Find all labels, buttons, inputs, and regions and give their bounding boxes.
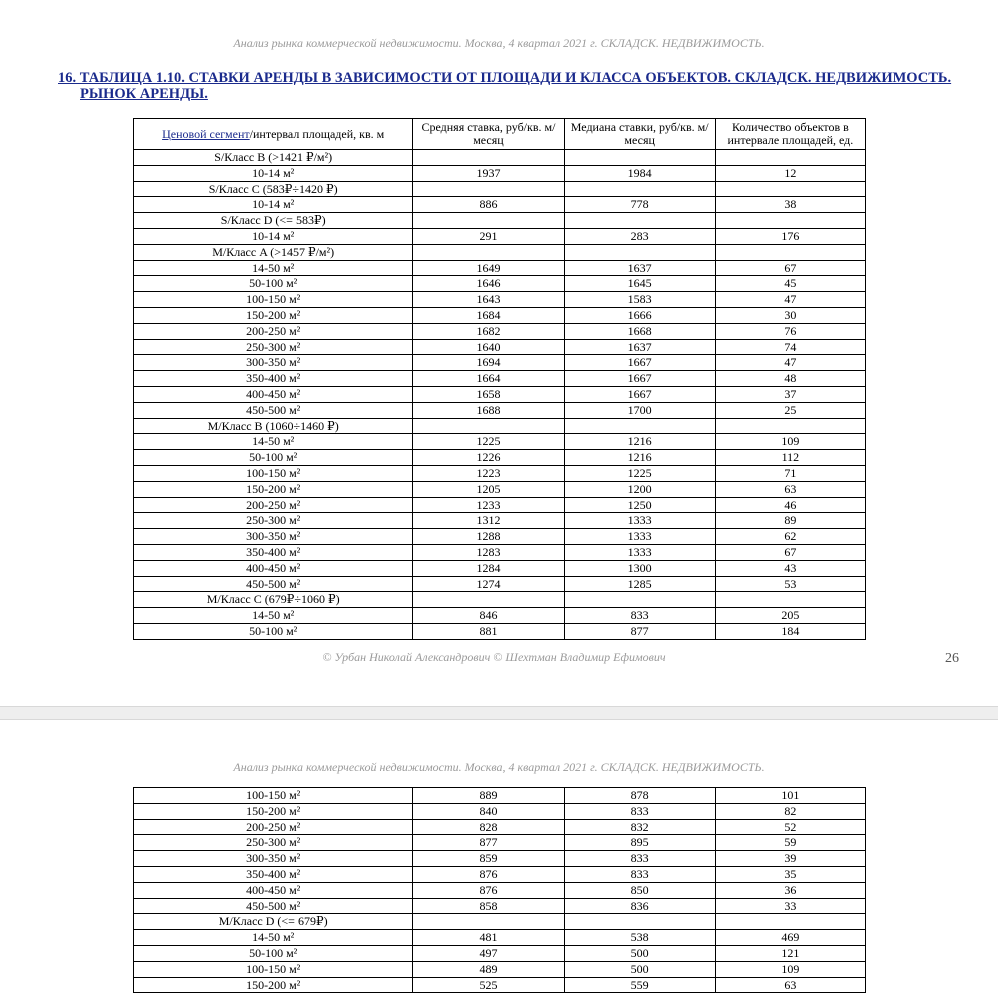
median-rate-cell: 850 [564, 882, 715, 898]
count-cell: 71 [715, 465, 865, 481]
count-cell: 30 [715, 307, 865, 323]
table-header-row [134, 119, 866, 150]
page-number: 26 [945, 651, 959, 666]
avg-rate-cell: 1688 [413, 402, 564, 418]
table-row [134, 292, 866, 308]
area-cell: 450-500 м² [134, 576, 413, 592]
area-cell: 150-200 м² [134, 977, 413, 993]
avg-rate-cell: 889 [413, 788, 564, 804]
area-cell: 400-450 м² [134, 560, 413, 576]
avg-rate-cell: 1225 [413, 434, 564, 450]
median-rate-cell: 833 [564, 866, 715, 882]
table-row [134, 465, 866, 481]
empty-cell [564, 592, 715, 608]
table-row [134, 386, 866, 402]
table-row [134, 851, 866, 867]
table-row [134, 323, 866, 339]
median-rate-cell: 833 [564, 608, 715, 624]
median-rate-cell: 833 [564, 851, 715, 867]
area-cell: 350-400 м² [134, 866, 413, 882]
area-cell: 100-150 м² [134, 292, 413, 308]
table-row [134, 961, 866, 977]
page-separator [0, 706, 998, 720]
table-row [134, 819, 866, 835]
count-cell: 74 [715, 339, 865, 355]
running-header: Анализ рынка коммерческой недвижимости. Москва, 4 квартал 2021 г. СКЛАДСК. НЕДВИЖИМОСТЬ. [233, 36, 765, 50]
avg-rate-cell: 1646 [413, 276, 564, 292]
median-rate-cell: 1667 [564, 371, 715, 387]
count-cell: 67 [715, 260, 865, 276]
empty-cell [564, 213, 715, 229]
table-row [134, 623, 866, 639]
empty-cell [413, 213, 564, 229]
table-row [134, 228, 866, 244]
median-rate-cell: 283 [564, 228, 715, 244]
table-row [134, 307, 866, 323]
table-body [134, 788, 866, 993]
area-cell: 100-150 м² [134, 961, 413, 977]
median-rate-cell: 1285 [564, 576, 715, 592]
count-cell: 63 [715, 977, 865, 993]
empty-cell [413, 244, 564, 260]
segment-row [134, 150, 866, 166]
avg-rate-cell: 886 [413, 197, 564, 213]
rent-rates-table [133, 118, 866, 640]
count-cell: 47 [715, 355, 865, 371]
table-row [134, 450, 866, 466]
table-row [134, 481, 866, 497]
empty-cell [715, 213, 865, 229]
table-row [134, 355, 866, 371]
table-row [134, 529, 866, 545]
count-cell: 76 [715, 323, 865, 339]
median-rate-cell: 1668 [564, 323, 715, 339]
empty-cell [413, 914, 564, 930]
table-title [58, 70, 958, 102]
avg-rate-cell: 876 [413, 866, 564, 882]
avg-rate-cell: 1694 [413, 355, 564, 371]
table-title-line1: 16. ТАБЛИЦА 1.10. СТАВКИ АРЕНДЫ В ЗАВИСИМОСТИ ОТ ПЛОЩАДИ И КЛАССА ОБЪЕКТОВ. СКЛАДСК. НЕДВИЖИМОСТЬ. [58, 70, 952, 86]
median-rate-cell: 1216 [564, 434, 715, 450]
avg-rate-cell: 489 [413, 961, 564, 977]
empty-cell [564, 181, 715, 197]
area-cell: 350-400 м² [134, 371, 413, 387]
empty-cell [564, 150, 715, 166]
median-rate-cell: 1984 [564, 165, 715, 181]
table-title-line2: РЫНОК АРЕНДЫ. [80, 86, 208, 102]
count-cell: 47 [715, 292, 865, 308]
avg-rate-cell: 877 [413, 835, 564, 851]
area-cell: 14-50 м² [134, 930, 413, 946]
avg-rate-cell: 1205 [413, 481, 564, 497]
median-rate-cell: 500 [564, 945, 715, 961]
header-object-count: Количество объектов в интервале площадей, ед. [715, 119, 865, 150]
median-rate-cell: 833 [564, 803, 715, 819]
avg-rate-cell: 1288 [413, 529, 564, 545]
median-rate-cell: 1300 [564, 560, 715, 576]
median-rate-cell: 1216 [564, 450, 715, 466]
avg-rate-cell: 1223 [413, 465, 564, 481]
count-cell: 176 [715, 228, 865, 244]
table-row [134, 560, 866, 576]
running-header: Анализ рынка коммерческой недвижимости. Москва, 4 квартал 2021 г. СКЛАДСК. НЕДВИЖИМОСТЬ. [233, 760, 765, 774]
area-cell: 400-450 м² [134, 386, 413, 402]
count-cell: 112 [715, 450, 865, 466]
area-cell: 300-350 м² [134, 529, 413, 545]
median-rate-cell: 878 [564, 788, 715, 804]
median-rate-cell: 1637 [564, 260, 715, 276]
segment-row [134, 914, 866, 930]
avg-rate-cell: 1274 [413, 576, 564, 592]
median-rate-cell: 832 [564, 819, 715, 835]
median-rate-cell: 1667 [564, 386, 715, 402]
count-cell: 469 [715, 930, 865, 946]
area-cell: 100-150 м² [134, 788, 413, 804]
table-row [134, 977, 866, 993]
avg-rate-cell: 828 [413, 819, 564, 835]
area-cell: 10-14 м² [134, 165, 413, 181]
table-row [134, 898, 866, 914]
median-rate-cell: 1645 [564, 276, 715, 292]
median-rate-cell: 895 [564, 835, 715, 851]
area-cell: 14-50 м² [134, 434, 413, 450]
area-cell: 350-400 м² [134, 544, 413, 560]
empty-cell [715, 181, 865, 197]
empty-cell [564, 914, 715, 930]
empty-cell [564, 244, 715, 260]
price-segment-link[interactable]: Ценовой сегмент [162, 126, 250, 141]
segment-label: S/Класс B (>1421 ₽/м²) [134, 150, 413, 166]
median-rate-cell: 1333 [564, 529, 715, 545]
segment-row [134, 213, 866, 229]
median-rate-cell: 1700 [564, 402, 715, 418]
avg-rate-cell: 859 [413, 851, 564, 867]
avg-rate-cell: 1640 [413, 339, 564, 355]
median-rate-cell: 1333 [564, 513, 715, 529]
empty-cell [715, 244, 865, 260]
area-cell: 150-200 м² [134, 481, 413, 497]
count-cell: 45 [715, 276, 865, 292]
avg-rate-cell: 1312 [413, 513, 564, 529]
avg-rate-cell: 1937 [413, 165, 564, 181]
median-rate-cell: 1667 [564, 355, 715, 371]
empty-cell [413, 150, 564, 166]
segment-label: S/Класс C (583₽÷1420 ₽) [134, 181, 413, 197]
median-rate-cell: 778 [564, 197, 715, 213]
count-cell: 25 [715, 402, 865, 418]
count-cell: 43 [715, 560, 865, 576]
rent-rates-table-continued [133, 787, 866, 993]
segment-label: M/Класс B (1060÷1460 ₽) [134, 418, 413, 434]
empty-cell [564, 418, 715, 434]
median-rate-cell: 1637 [564, 339, 715, 355]
table-row [134, 866, 866, 882]
median-rate-cell: 1583 [564, 292, 715, 308]
avg-rate-cell: 1283 [413, 544, 564, 560]
header-segment [134, 119, 413, 150]
area-cell: 50-100 м² [134, 623, 413, 639]
segment-label: M/Класс C (679₽÷1060 ₽) [134, 592, 413, 608]
avg-rate-cell: 881 [413, 623, 564, 639]
avg-rate-cell: 481 [413, 930, 564, 946]
area-cell: 100-150 м² [134, 465, 413, 481]
avg-rate-cell: 1649 [413, 260, 564, 276]
area-cell: 10-14 м² [134, 228, 413, 244]
area-cell: 450-500 м² [134, 402, 413, 418]
count-cell: 33 [715, 898, 865, 914]
avg-rate-cell: 1226 [413, 450, 564, 466]
median-rate-cell: 1333 [564, 544, 715, 560]
median-rate-cell: 836 [564, 898, 715, 914]
median-rate-cell: 559 [564, 977, 715, 993]
avg-rate-cell: 1284 [413, 560, 564, 576]
table-row [134, 434, 866, 450]
header-area-interval: /интервал площадей, кв. м [249, 126, 385, 141]
area-cell: 300-350 м² [134, 851, 413, 867]
count-cell: 184 [715, 623, 865, 639]
area-cell: 14-50 м² [134, 260, 413, 276]
table-row [134, 882, 866, 898]
header-median-rate: Медиана ставки, руб/кв. м/месяц [564, 119, 715, 150]
table-row [134, 608, 866, 624]
count-cell: 63 [715, 481, 865, 497]
median-rate-cell: 1200 [564, 481, 715, 497]
median-rate-cell: 1225 [564, 465, 715, 481]
count-cell: 101 [715, 788, 865, 804]
median-rate-cell: 877 [564, 623, 715, 639]
segment-label: S/Класс D (<= 583₽) [134, 213, 413, 229]
area-cell: 50-100 м² [134, 945, 413, 961]
empty-cell [715, 592, 865, 608]
count-cell: 109 [715, 434, 865, 450]
area-cell: 200-250 м² [134, 819, 413, 835]
area-cell: 50-100 м² [134, 450, 413, 466]
table-row [134, 930, 866, 946]
table-row [134, 945, 866, 961]
avg-rate-cell: 1658 [413, 386, 564, 402]
table-row [134, 497, 866, 513]
avg-rate-cell: 840 [413, 803, 564, 819]
table-body [134, 150, 866, 640]
area-cell: 50-100 м² [134, 276, 413, 292]
median-rate-cell: 1666 [564, 307, 715, 323]
empty-cell [413, 181, 564, 197]
table-row [134, 513, 866, 529]
count-cell: 89 [715, 513, 865, 529]
segment-label: M/Класс A (>1457 ₽/м²) [134, 244, 413, 260]
avg-rate-cell: 1684 [413, 307, 564, 323]
count-cell: 52 [715, 819, 865, 835]
area-cell: 10-14 м² [134, 197, 413, 213]
median-rate-cell: 538 [564, 930, 715, 946]
table-row [134, 835, 866, 851]
median-rate-cell: 500 [564, 961, 715, 977]
avg-rate-cell: 846 [413, 608, 564, 624]
count-cell: 37 [715, 386, 865, 402]
header-avg-rate: Средняя ставка, руб/кв. м/месяц [413, 119, 564, 150]
avg-rate-cell: 1664 [413, 371, 564, 387]
count-cell: 39 [715, 851, 865, 867]
document-page-2 [0, 720, 998, 997]
segment-row [134, 418, 866, 434]
avg-rate-cell: 1643 [413, 292, 564, 308]
count-cell: 36 [715, 882, 865, 898]
count-cell: 121 [715, 945, 865, 961]
empty-cell [715, 914, 865, 930]
area-cell: 150-200 м² [134, 307, 413, 323]
area-cell: 250-300 м² [134, 513, 413, 529]
count-cell: 59 [715, 835, 865, 851]
avg-rate-cell: 1682 [413, 323, 564, 339]
count-cell: 53 [715, 576, 865, 592]
table-row [134, 260, 866, 276]
area-cell: 200-250 м² [134, 323, 413, 339]
table-row [134, 371, 866, 387]
count-cell: 35 [715, 866, 865, 882]
segment-label: M/Класс D (<= 679₽) [134, 914, 413, 930]
area-cell: 150-200 м² [134, 803, 413, 819]
segment-row [134, 244, 866, 260]
area-cell: 200-250 м² [134, 497, 413, 513]
avg-rate-cell: 291 [413, 228, 564, 244]
table-row [134, 544, 866, 560]
area-cell: 14-50 м² [134, 608, 413, 624]
avg-rate-cell: 876 [413, 882, 564, 898]
count-cell: 82 [715, 803, 865, 819]
count-cell: 62 [715, 529, 865, 545]
area-cell: 300-350 м² [134, 355, 413, 371]
count-cell: 12 [715, 165, 865, 181]
table-row [134, 197, 866, 213]
avg-rate-cell: 1233 [413, 497, 564, 513]
segment-row [134, 592, 866, 608]
area-cell: 400-450 м² [134, 882, 413, 898]
empty-cell [715, 150, 865, 166]
empty-cell [715, 418, 865, 434]
median-rate-cell: 1250 [564, 497, 715, 513]
count-cell: 109 [715, 961, 865, 977]
count-cell: 38 [715, 197, 865, 213]
area-cell: 250-300 м² [134, 835, 413, 851]
area-cell: 250-300 м² [134, 339, 413, 355]
table-row [134, 788, 866, 804]
empty-cell [413, 418, 564, 434]
copyright-footer: © Урбан Николай Александрович © Шехтман Владимир Ефимович [322, 650, 666, 664]
avg-rate-cell: 525 [413, 977, 564, 993]
count-cell: 67 [715, 544, 865, 560]
area-cell: 450-500 м² [134, 898, 413, 914]
avg-rate-cell: 497 [413, 945, 564, 961]
count-cell: 48 [715, 371, 865, 387]
segment-row [134, 181, 866, 197]
table-row [134, 402, 866, 418]
table-row [134, 803, 866, 819]
table-row [134, 576, 866, 592]
count-cell: 46 [715, 497, 865, 513]
table-row [134, 276, 866, 292]
table-row [134, 165, 866, 181]
empty-cell [413, 592, 564, 608]
count-cell: 205 [715, 608, 865, 624]
avg-rate-cell: 858 [413, 898, 564, 914]
table-row [134, 339, 866, 355]
